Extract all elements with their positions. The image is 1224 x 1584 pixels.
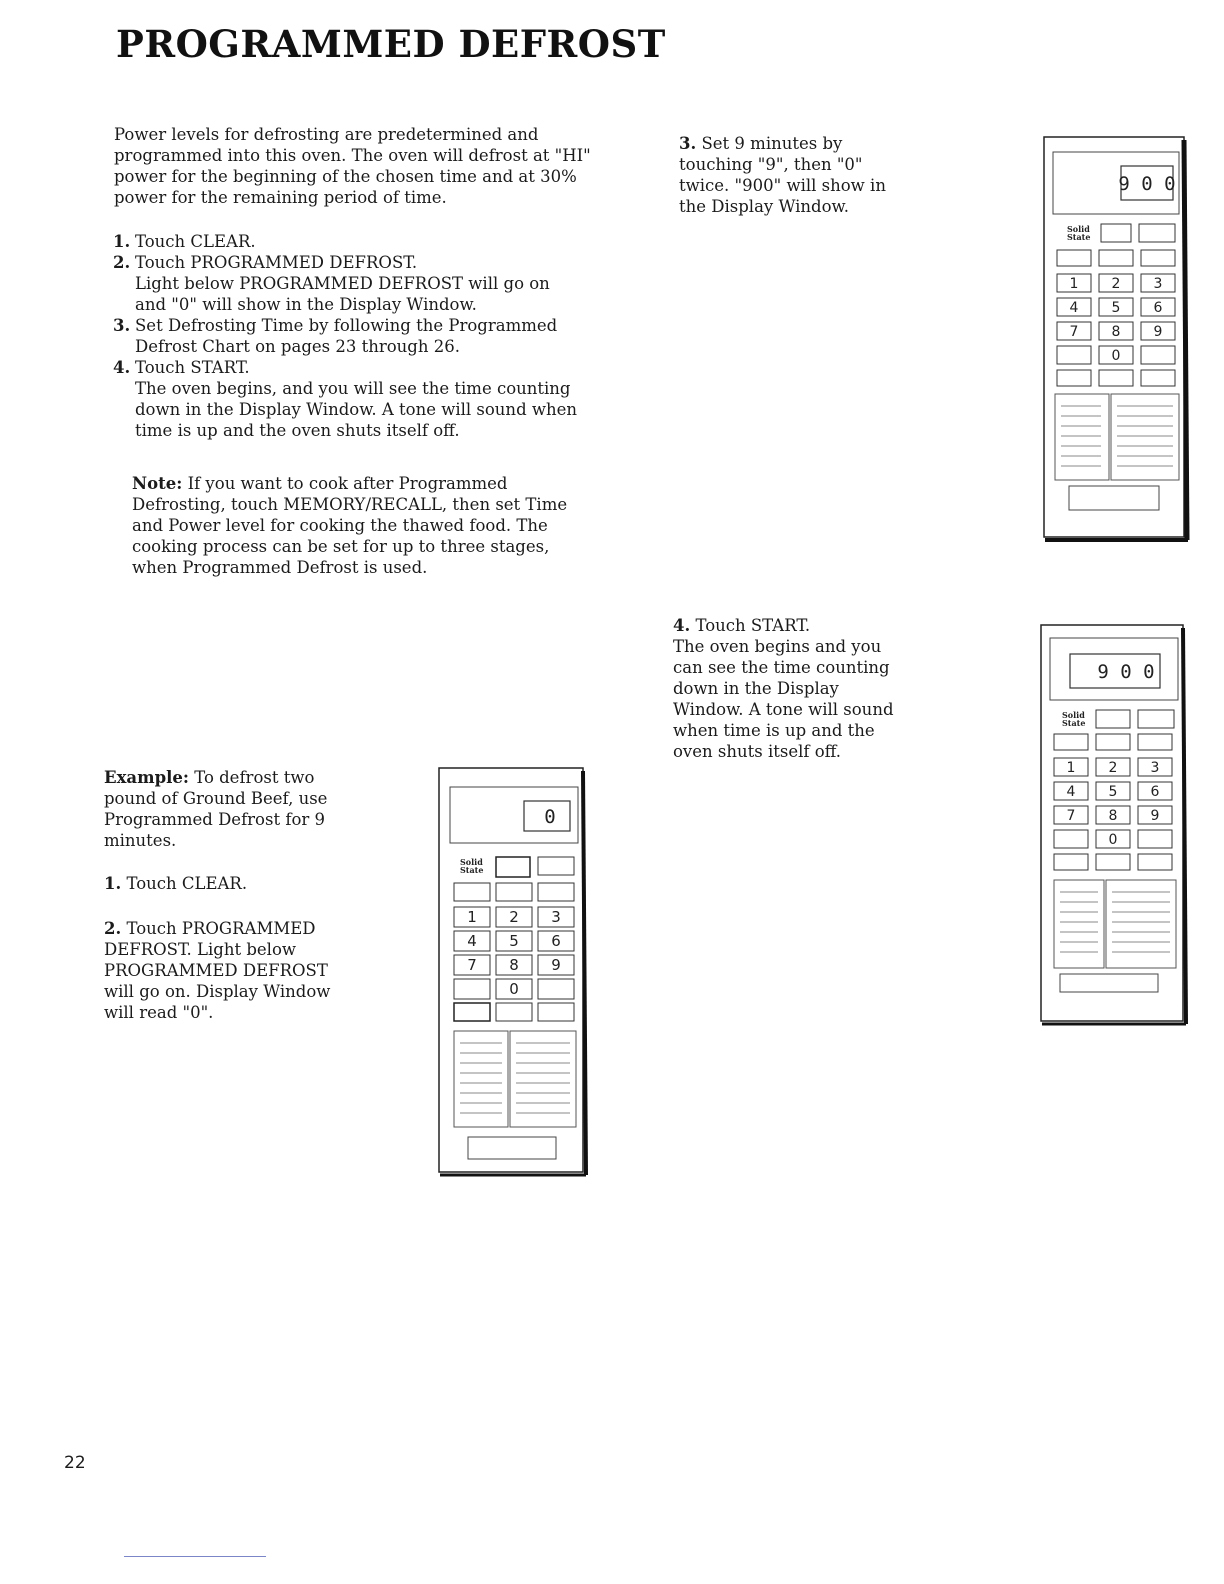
brand-label: Solid (1062, 710, 1085, 720)
svg-text:9: 9 (1153, 324, 1163, 340)
svg-text:3: 3 (1150, 760, 1160, 776)
oven-panel-bottom (438, 767, 590, 1179)
example-step-text: Touch PROGRAMMED DEFROST. Light below PROGRAMMED DEFROST will go on. Display Window will read "0". (104, 919, 331, 1022)
svg-text:7: 7 (1066, 808, 1076, 824)
svg-text:8: 8 (509, 956, 519, 974)
step-number: 3. (113, 316, 131, 335)
step-text: Touch START. (135, 358, 250, 377)
note-text: If you want to cook after Programmed Defrosting, touch MEMORY/RECALL, then set Time and Power level for cooking the thawed food. The cooking process can be set for up to three stages, when Programmed Defrost is used. (132, 474, 568, 577)
example-step-2 (104, 918, 346, 1023)
svg-text:1: 1 (1066, 760, 1076, 776)
svg-text:7: 7 (1069, 324, 1079, 340)
svg-text:7: 7 (467, 956, 477, 974)
svg-text:1: 1 (467, 908, 477, 926)
svg-text:2: 2 (1111, 276, 1121, 292)
oven-panel-middle (1040, 624, 1190, 1028)
steps-list (113, 231, 583, 441)
step-text: Set Defrosting Time by following the Programmed Defrost Chart on pages 23 through 26. (135, 316, 558, 356)
svg-text:5: 5 (1108, 784, 1118, 800)
svg-text:9: 9 (1150, 808, 1160, 824)
page-title: PROGRAMMED DEFROST (116, 22, 666, 66)
brand-label: Solid (460, 857, 483, 867)
example-step-number: 1. (104, 874, 122, 893)
page-number: 22 (64, 1453, 86, 1473)
example-step-1 (104, 873, 344, 894)
right-step-title: Touch START. (695, 616, 811, 635)
step-text: Touch PROGRAMMED DEFROST. (135, 253, 418, 272)
display-readout: 9 0 0 (1097, 661, 1155, 683)
svg-text:5: 5 (509, 932, 519, 950)
svg-text:4: 4 (467, 932, 477, 950)
step-number: 1. (113, 232, 131, 251)
svg-text:5: 5 (1111, 300, 1121, 316)
right-step-4 (673, 615, 895, 762)
svg-text:6: 6 (551, 932, 561, 950)
footer-rule (124, 1556, 266, 1557)
oven-panel-top (1043, 136, 1191, 544)
right-step-number: 3. (679, 134, 697, 153)
right-step-number: 4. (673, 616, 691, 635)
svg-text:0: 0 (1108, 832, 1118, 848)
svg-text:2: 2 (1108, 760, 1118, 776)
step-item (113, 231, 583, 252)
step-number: 2. (113, 253, 131, 272)
svg-text:6: 6 (1153, 300, 1163, 316)
display-readout: 9 0 0 (1118, 173, 1176, 195)
svg-text:8: 8 (1111, 324, 1121, 340)
step-text: Touch CLEAR. (135, 232, 256, 251)
step-number: 4. (113, 358, 131, 377)
step-detail: Light below PROGRAMMED DEFROST will go on and "0" will show in the Display Window. (135, 274, 550, 314)
right-step-text: Set 9 minutes by touching "9", then "0" twice. "900" will show in the Display Window. (679, 134, 886, 216)
example-label: Example: (104, 768, 189, 787)
note-label: Note: (132, 474, 183, 493)
step-item (113, 252, 583, 315)
intro-paragraph: Power levels for defrosting are predetermined and programmed into this oven. The oven will defrost at "HI" power for the beginning of the chosen time and at 30% power for the remaining period of time. (114, 125, 591, 207)
svg-text:4: 4 (1066, 784, 1076, 800)
right-step-3 (679, 133, 889, 217)
brand-label: State (460, 865, 484, 875)
example-step-number: 2. (104, 919, 122, 938)
example-block (104, 767, 328, 851)
brand-label: State (1067, 232, 1091, 242)
brand-label: Solid (1067, 224, 1090, 234)
svg-text:3: 3 (1153, 276, 1163, 292)
svg-text:2: 2 (509, 908, 519, 926)
svg-text:3: 3 (551, 908, 561, 926)
svg-text:1: 1 (1069, 276, 1079, 292)
svg-text:0: 0 (509, 980, 519, 998)
right-step-text: The oven begins and you can see the time counting down in the Display Window. A tone will sound when time is up and the oven shuts itself off. (673, 637, 894, 761)
step-item (113, 357, 583, 441)
step-detail: The oven begins, and you will see the time counting down in the Display Window. A tone will sound when time is up and the oven shuts itself off. (135, 379, 578, 440)
svg-text:0: 0 (1111, 348, 1121, 364)
svg-text:6: 6 (1150, 784, 1160, 800)
note-block (132, 473, 568, 578)
example-step-text: Touch CLEAR. (126, 874, 248, 893)
svg-text:8: 8 (1108, 808, 1118, 824)
example-text: To defrost two pound of Ground Beef, use Programmed Defrost for 9 minutes. (104, 768, 328, 850)
display-readout: 0 (544, 806, 556, 828)
step-item (113, 315, 583, 357)
svg-text:9: 9 (551, 956, 561, 974)
brand-label: State (1062, 718, 1086, 728)
svg-text:4: 4 (1069, 300, 1079, 316)
